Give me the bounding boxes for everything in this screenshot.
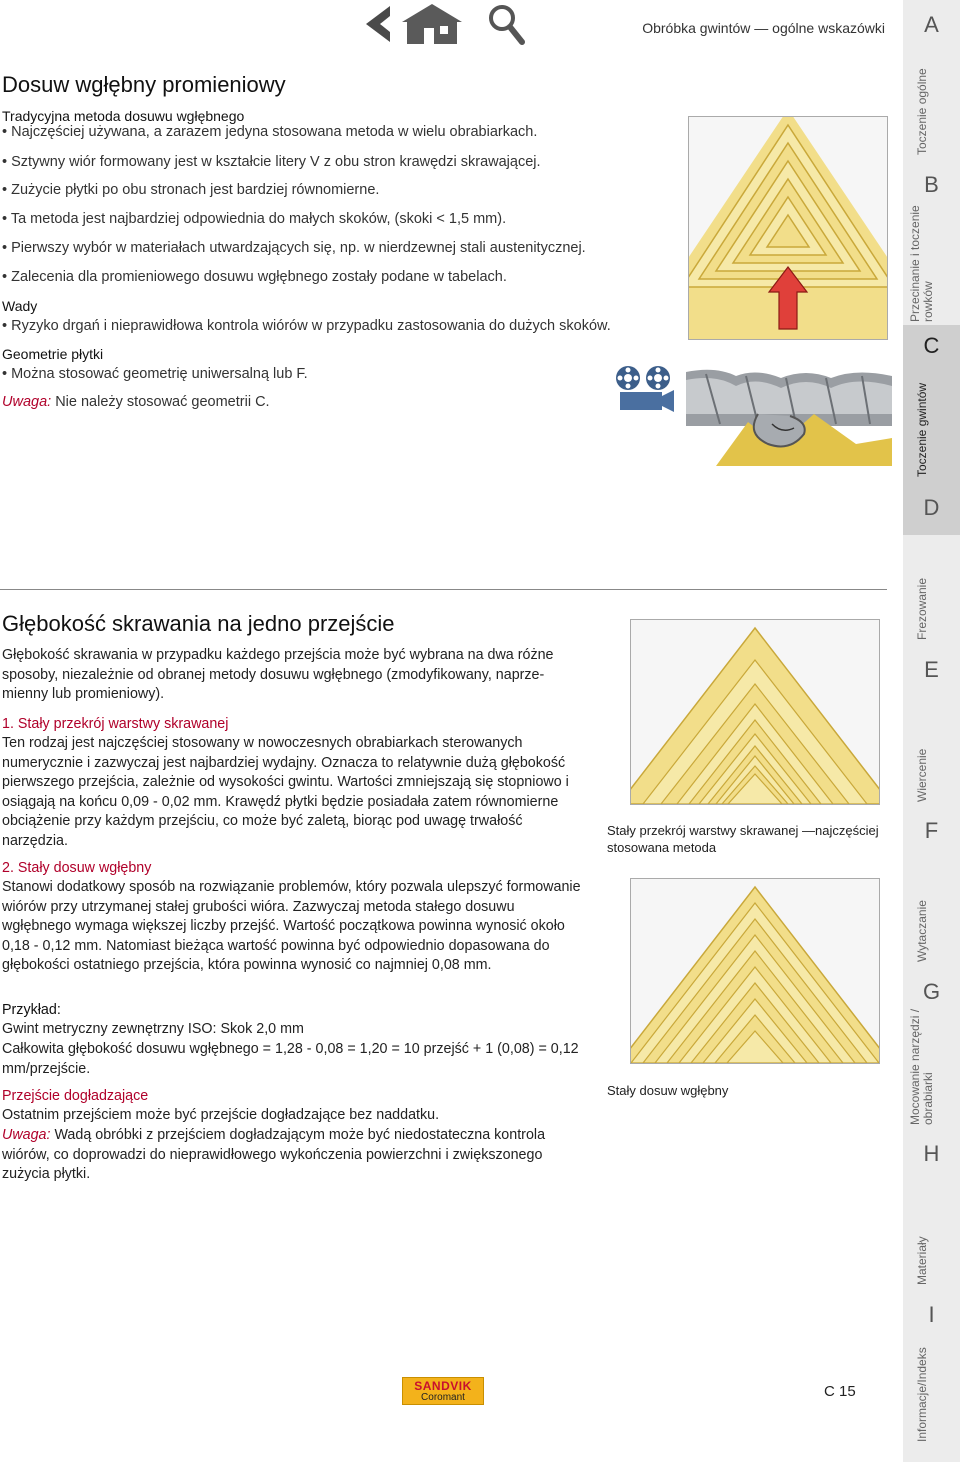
- chapter-label-f[interactable]: Wytaczanie: [915, 900, 929, 962]
- chapter-sidebar: [903, 0, 960, 1462]
- home-icon[interactable]: [402, 4, 462, 44]
- figure-caption-constant-chip: Stały przekrój warstwy skrawanej —najczęściej stosowana metoda: [607, 823, 879, 855]
- example-line2: Całkowita głębokość dosuwu wgłębnego = 1,28 - 0,08 = 1,20 = 10 przejść + 1 (0,08) = 0,12 mm/przejście.: [2, 1041, 579, 1077]
- bullet-item: • Ta metoda jest najbardziej odpowiednia do małych skoków, (skoki < 1,5 mm).: [2, 211, 507, 227]
- chapter-letter-b[interactable]: B: [924, 172, 939, 197]
- method2-heading: 2. Stały dosuw wgłębny: [2, 860, 152, 876]
- figure-caption-constant-infeed: Stały dosuw wgłębny: [607, 1083, 729, 1098]
- bullet-item: • Pierwszy wybór w materiałach utwardzających się, np. w nierdzewnej stali austenitycznej.: [2, 240, 586, 256]
- radial-infeed-figure: [688, 116, 888, 340]
- method1-paragraph: Ten rodzaj jest najczęściej stosowany w nowoczesnych obrabiarkach sterowanych numerycznie i zazwyczaj jest najbardziej wydajny. Oznacza to relatywnie dużą głębokość pierwszego przejścia, zależnie od wysokości gwintu. Wartości zmniejszają się stopniowo i osiągają na końcu 0,09 - 0,02 mm. Krawędź płytki będzie posiadała zatem równomierne obciążenie przy każdym przejściu, co może być zaletą, biorąc pod uwagę trwałość narzędzia.: [2, 735, 569, 849]
- chapter-letter-d[interactable]: D: [923, 495, 940, 520]
- chapter-label-e[interactable]: Wiercenie: [915, 748, 929, 802]
- sandvik-coromant-logo: [402, 1377, 484, 1405]
- chapter-letter-g[interactable]: G: [922, 979, 941, 1004]
- section-title-depth-of-cut: Głębokość skrawania na jedno przejście: [2, 611, 395, 636]
- constant-infeed-figure: [630, 878, 880, 1064]
- finish-paragraph: Ostatnim przejściem może być przejście dogładzające bez naddatku.: [2, 1107, 440, 1123]
- back-arrow-icon[interactable]: [366, 6, 390, 42]
- chapter-label-b[interactable]: Przecinanie i toczenie rowków: [908, 205, 935, 322]
- bullet-item: • Zużycie płytki po obu stronach jest bardziej równomierne.: [2, 182, 380, 198]
- chapter-label-a[interactable]: Toczenie ogólne: [915, 68, 929, 155]
- logo-line2: Coromant: [421, 1392, 465, 1403]
- chapter-label-c[interactable]: Toczenie gwintów: [915, 382, 929, 477]
- bullet-item: • Można stosować geometrię uniwersalną lub F.: [2, 366, 308, 382]
- method2-paragraph: Stanowi dodatkowy sposób na rozwiązanie problemów, który pozwala ulepszyć formowanie wiórów przy utrzymanej stałej grubości wióra. Zazwyczaj metoda stałego dosuwu wgłębnego wymaga większej liczby przejść. Wartość początkowa powinna wynosić około 0,18 - 0,12 mm. Natomiast bieżąca wartość powinna być odpowiednio dopasowana do głębokości ostatniego przejścia, która powinna wynosić co najmniej 0,08 mm.: [2, 879, 581, 973]
- chapter-letter-i[interactable]: I: [928, 1302, 935, 1327]
- example-line1: Gwint metryczny zewnętrzny ISO: Skok 2,0 mm: [2, 1021, 304, 1037]
- chapter-label-h[interactable]: Materiały: [915, 1236, 929, 1285]
- finish-note-label: Uwaga:: [2, 1127, 51, 1143]
- chapter-label-g[interactable]: Mocowanie narzędzi / obrabiarki: [908, 1008, 935, 1125]
- video-icon[interactable]: [612, 364, 678, 414]
- bullet-item: • Najczęściej używana, a zarazem jedyna stosowana metoda w wielu obrabiarkach.: [2, 124, 538, 140]
- navigation-icons: [362, 2, 527, 46]
- chapter-label-i[interactable]: Informacje/Indeks: [915, 1347, 929, 1442]
- example-label: Przykład:: [2, 1002, 61, 1018]
- section-title-radial-infeed: Dosuw wgłębny promieniowy: [2, 72, 286, 97]
- threading-insert-photo: [686, 364, 892, 466]
- chapter-letter-a[interactable]: A: [924, 12, 939, 37]
- chapter-letter-f[interactable]: F: [924, 818, 939, 843]
- page-header-title: Obróbka gwintów — ogólne wskazówki: [642, 20, 885, 36]
- subheading-geometry: Geometrie płytki: [2, 346, 104, 362]
- subheading-drawbacks: Wady: [2, 298, 38, 314]
- bullet-item: • Sztywny wiór formowany jest w kształcie litery V z obu stron krawędzi skrawającej.: [2, 154, 541, 170]
- chapter-letter-c[interactable]: C: [923, 333, 940, 358]
- section-divider: [0, 589, 887, 590]
- logo-line1: SANDVIK: [414, 1379, 472, 1393]
- bullet-item: • Zalecenia dla promieniowego dosuwu wgłębnego zostały podane w tabelach.: [2, 269, 507, 285]
- constant-chip-area-figure: [630, 619, 880, 805]
- intro-paragraph: Głębokość skrawania w przypadku każdego przejścia może być wybrana na dwa różne sposoby, niezależnie od obranej metody dosuwu wgłębnego (zmodyfikowany, naprze-mienny lub promieniowy).: [2, 647, 554, 702]
- note-text: Nie należy stosować geometrii C.: [51, 394, 270, 410]
- chapter-label-d[interactable]: Frezowanie: [915, 577, 929, 640]
- note-label: Uwaga:: [2, 394, 52, 410]
- finish-note-text: Wadą obróbki z przejściem dogładzającym może być niedostateczna kontrola wiórów, co doprowadzi do nieprawidłowego wykończenia powierzchni i zwiększonego zużycia płytki.: [2, 1127, 546, 1182]
- chapter-letter-h[interactable]: H: [923, 1141, 940, 1166]
- subheading-traditional: Tradycyjna metoda dosuwu wgłębnego: [2, 108, 245, 124]
- page-number: C 15: [824, 1383, 856, 1400]
- chapter-letter-e[interactable]: E: [924, 657, 939, 682]
- bullet-item: • Ryzyko drgań i nieprawidłowa kontrola wiórów w przypadku zastosowania do dużych skoków.: [2, 318, 611, 334]
- method1-heading: 1. Stały przekrój warstwy skrawanej: [2, 716, 229, 732]
- finish-heading: Przejście dogładzające: [2, 1088, 149, 1104]
- search-icon[interactable]: [491, 7, 522, 42]
- note-line: [2, 394, 270, 410]
- finish-note: [2, 1126, 582, 1185]
